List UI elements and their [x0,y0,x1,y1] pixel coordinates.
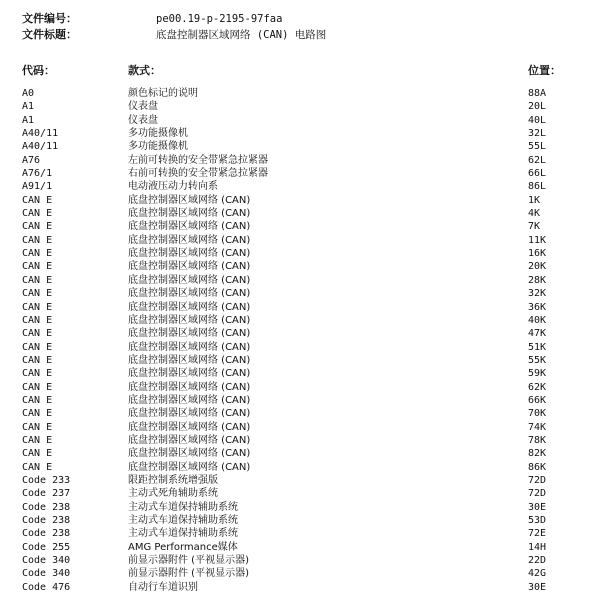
row-style: 底盘控制器区域网络 (CAN) [128,194,251,206]
row-position: 4K [528,208,541,220]
list-item [0,461,601,474]
list-item [0,541,601,554]
row-style: 右前可转换的安全带紧急拉紧器 [128,168,268,180]
row-position: 70K [528,408,547,420]
row-style: 左前可转换的安全带紧急拉紧器 [128,154,268,166]
row-position: 78K [528,434,547,446]
row-style: 多功能摄像机 [128,128,188,140]
row-code: Code 238 [22,515,71,526]
document-number-value: pe00.19-p-2195-97faa [156,13,283,25]
row-position: 7K [528,221,541,233]
row-position: 62K [528,381,547,393]
row-code: CAN E [22,408,53,420]
row-code: CAN E [22,234,53,246]
row-code: Code 340 [22,555,71,567]
row-style: 主动式死角辅助系统 [128,488,218,500]
row-position: 42G [528,568,547,580]
list-item [0,220,601,233]
row-code: CAN E [22,248,53,260]
row-code: CAN E [22,301,53,313]
row-code: CAN E [22,261,53,273]
component-list [0,87,601,594]
document-number-label: 文件编号： [22,12,77,25]
row-position: 22D [528,555,547,567]
list-item [0,381,601,394]
row-position: 72D [528,474,547,486]
list-item [0,260,601,273]
row-style: 底盘控制器区域网络 (CAN) [128,261,251,273]
list-item [0,394,601,407]
row-style: 底盘控制器区域网络 (CAN) [128,274,251,286]
list-item [0,234,601,247]
row-style: 底盘控制器区域网络 (CAN) [128,368,251,380]
row-style: 底盘控制器区域网络 (CAN) [128,461,251,473]
list-item [0,447,601,460]
row-code: CAN E [22,221,53,233]
row-style: 自动行车道识别 [128,581,198,593]
row-style: 仪表盘 [128,101,158,113]
row-style: 底盘控制器区域网络 (CAN) [128,448,251,460]
row-position: 62L [528,154,547,166]
row-style: 主动式车道保持辅助系统 [128,501,238,513]
row-code: A0 [22,88,35,99]
row-position: 55K [528,354,547,366]
row-style: 底盘控制器区域网络 (CAN) [128,381,251,393]
row-style: 底盘控制器区域网络 (CAN) [128,421,251,433]
row-style: 底盘控制器区域网络 (CAN) [128,288,251,300]
row-position: 30E [528,501,547,513]
row-position: 32L [528,128,547,140]
row-position: 72D [528,488,547,500]
list-item [0,154,601,167]
list-item [0,501,601,514]
list-item [0,581,601,594]
row-code: A1 [22,101,35,113]
row-code: CAN E [22,208,53,220]
row-style: 底盘控制器区域网络 (CAN) [128,301,251,313]
row-position: 59K [528,368,547,380]
column-header-style: 款式： [128,64,161,77]
row-code: CAN E [22,434,53,446]
list-item [0,100,601,113]
row-style: 底盘控制器区域网络 (CAN) [128,394,251,406]
list-item [0,140,601,153]
document-title-label: 文件标题： [22,28,77,41]
row-code: CAN E [22,341,53,353]
row-code: Code 255 [22,541,71,553]
row-position: 40L [528,114,547,126]
row-code: CAN E [22,354,53,366]
row-position: 14H [528,541,547,553]
row-code: CAN E [22,314,53,326]
list-item [0,127,601,140]
row-style: 底盘控制器区域网络 (CAN) [128,341,251,353]
column-header-code: 代码： [22,64,55,77]
row-position: 20K [528,261,547,273]
row-code: CAN E [22,421,53,433]
list-item [0,354,601,367]
list-item [0,247,601,260]
list-item [0,207,601,220]
row-code: CAN E [22,274,53,286]
row-position: 30E [528,581,547,593]
row-style: 仪表盘 [128,114,158,126]
row-position: 82K [528,448,547,460]
row-code: Code 238 [22,528,71,540]
row-code: A40/11 [22,128,59,140]
row-code: A40/11 [22,141,59,153]
list-item [0,554,601,567]
row-position: 66K [528,394,547,406]
row-code: CAN E [22,368,53,380]
row-position: 36K [528,301,547,313]
row-style: 底盘控制器区域网络 (CAN) [128,354,251,366]
list-item [0,114,601,127]
list-item [0,434,601,447]
row-style: 底盘控制器区域网络 (CAN) [128,208,251,220]
row-code: Code 233 [22,474,71,486]
list-item [0,421,601,434]
row-position: 11K [528,234,547,246]
row-style: 前显示器附件 (平视显示器) [128,568,249,580]
row-position: 1K [528,194,541,206]
row-code: A76/1 [22,168,53,180]
list-item [0,407,601,420]
list-item [0,527,601,540]
row-code: CAN E [22,394,53,406]
row-position: 55L [528,141,547,153]
row-style: 底盘控制器区域网络 (CAN) [128,434,251,446]
document-title-value: 底盘控制器区域网络 (CAN) 电路图 [156,29,327,41]
row-position: 51K [528,341,547,353]
row-code: A1 [22,114,35,126]
row-position: 20L [528,101,547,113]
list-item [0,327,601,340]
row-style: AMG Performance媒体 [128,541,238,553]
row-code: A76 [22,154,41,166]
row-style: 底盘控制器区域网络 (CAN) [128,328,251,340]
row-position: 86K [528,461,547,473]
row-position: 86L [528,181,547,193]
list-item [0,487,601,500]
row-position: 16K [528,248,547,260]
row-style: 颜色标记的说明 [128,88,198,99]
row-code: CAN E [22,288,53,300]
list-item [0,167,601,180]
row-position: 47K [528,328,547,340]
row-position: 40K [528,314,547,326]
list-item [0,87,601,100]
row-style: 电动液压动力转向系 [128,181,218,193]
row-position: 74K [528,421,547,433]
row-position: 88A [528,88,547,99]
row-style: 底盘控制器区域网络 (CAN) [128,234,251,246]
list-item [0,287,601,300]
list-item [0,314,601,327]
column-header-position: 位置： [528,64,561,77]
row-code: CAN E [22,194,53,206]
row-style: 底盘控制器区域网络 (CAN) [128,408,251,420]
row-code: Code 476 [22,581,71,593]
list-item [0,514,601,527]
row-code: Code 238 [22,501,71,513]
list-item [0,341,601,354]
row-position: 72E [528,528,547,540]
row-position: 53D [528,515,547,526]
list-item [0,567,601,580]
row-code: CAN E [22,448,53,460]
row-style: 底盘控制器区域网络 (CAN) [128,314,251,326]
list-item [0,194,601,207]
list-item [0,474,601,487]
row-style: 限距控制系统增强版 [128,474,218,486]
list-item [0,274,601,287]
row-position: 66L [528,168,547,180]
row-code: Code 237 [22,488,71,500]
row-code: CAN E [22,328,53,340]
row-style: 多功能摄像机 [128,141,188,153]
row-style: 主动式车道保持辅助系统 [128,528,238,540]
row-position: 32K [528,288,547,300]
row-style: 主动式车道保持辅助系统 [128,515,238,526]
row-code: CAN E [22,461,53,473]
list-item [0,301,601,314]
row-code: A91/1 [22,181,53,193]
row-code: CAN E [22,381,53,393]
row-position: 28K [528,274,547,286]
row-style: 前显示器附件 (平视显示器) [128,555,249,567]
row-style: 底盘控制器区域网络 (CAN) [128,248,251,260]
list-item [0,180,601,193]
list-item [0,367,601,380]
row-code: Code 340 [22,568,71,580]
row-style: 底盘控制器区域网络 (CAN) [128,221,251,233]
